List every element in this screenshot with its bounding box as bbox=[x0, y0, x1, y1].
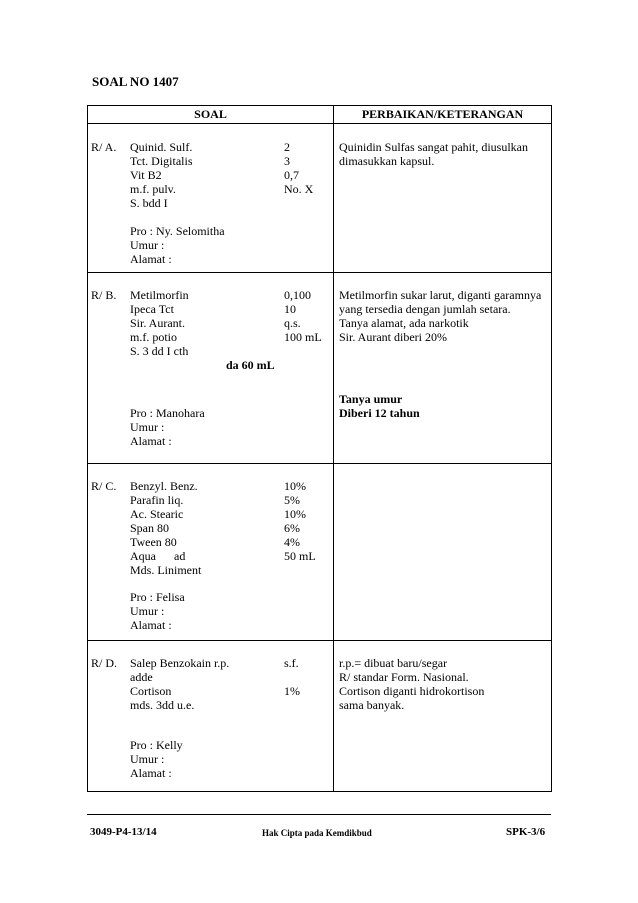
footer-page: SPK-3/6 bbox=[506, 826, 546, 838]
ingredient-qty: 6% bbox=[284, 521, 300, 535]
prescription-label: R/ A. bbox=[91, 140, 117, 154]
signa: S. 3 dd I cth bbox=[130, 344, 189, 358]
ingredient-name: Aqua ad bbox=[130, 549, 186, 563]
ingredient-qty: 5% bbox=[284, 493, 300, 507]
patient-address: Alamat : bbox=[130, 252, 172, 266]
column-header-perbaikan: PERBAIKAN/KETERANGAN bbox=[334, 106, 552, 124]
note-line: r.p.= dibuat baru/segar bbox=[339, 656, 448, 670]
column-header-soal: SOAL bbox=[88, 106, 334, 124]
ingredient-name: Sir. Aurant. bbox=[130, 316, 186, 330]
ingredient-name: Ac. Stearic bbox=[130, 507, 184, 521]
signa: Mds. Liniment bbox=[130, 563, 202, 577]
ingredient-name: Salep Benzokain r.p. bbox=[130, 656, 230, 670]
ingredient-qty: 1% bbox=[284, 684, 300, 698]
note-line-bold: Tanya umur bbox=[339, 392, 403, 406]
prescription-label: R/ B. bbox=[91, 288, 117, 302]
note-line: Cortison diganti hidrokortison bbox=[339, 684, 485, 698]
signa: mds. 3dd u.e. bbox=[130, 698, 195, 712]
patient-address: Alamat : bbox=[130, 434, 172, 448]
ingredient-qty: 2 bbox=[284, 140, 290, 154]
footer-divider bbox=[87, 814, 551, 815]
ingredient-name: Benzyl. Benz. bbox=[130, 479, 198, 493]
ingredient-qty: 4% bbox=[284, 535, 300, 549]
signa: S. bdd I bbox=[130, 196, 168, 210]
ingredient-qty: 3 bbox=[284, 154, 290, 168]
ingredient-qty: No. X bbox=[284, 182, 314, 196]
note-line: dimasukkan kapsul. bbox=[339, 154, 435, 168]
notes-cell-c bbox=[334, 464, 552, 641]
ingredient-qty: 0,100 bbox=[284, 288, 311, 302]
ingredient-name: m.f. pulv. bbox=[130, 182, 176, 196]
dispense-note: da 60 mL bbox=[226, 358, 275, 372]
prescription-cell-c bbox=[88, 464, 334, 641]
patient-name: Pro : Manohara bbox=[130, 406, 205, 420]
notes-cell-b bbox=[334, 273, 552, 464]
patient-age: Umur : bbox=[130, 752, 165, 766]
ingredient-qty: q.s. bbox=[284, 316, 301, 330]
ingredient-name: m.f. potio bbox=[130, 330, 177, 344]
note-line: Quinidin Sulfas sangat pahit, diusulkan bbox=[339, 140, 528, 154]
patient-name: Pro : Felisa bbox=[130, 590, 185, 604]
ingredient-name: adde bbox=[130, 670, 153, 684]
ingredient-name: Cortison bbox=[130, 684, 172, 698]
ingredient-name: Parafin liq. bbox=[130, 493, 184, 507]
patient-address: Alamat : bbox=[130, 618, 172, 632]
patient-age: Umur : bbox=[130, 238, 165, 252]
table-row-c bbox=[88, 464, 552, 641]
ingredient-qty: 100 mL bbox=[284, 330, 322, 344]
note-line: yang tersedia dengan jumlah setara. bbox=[339, 302, 511, 316]
ingredient-qty: 50 mL bbox=[284, 549, 316, 563]
footer-copyright: Hak Cipta pada Kemdikbud bbox=[262, 828, 372, 838]
note-line: Tanya alamat, ada narkotik bbox=[339, 316, 469, 330]
table-row-a bbox=[88, 124, 552, 273]
table-header-row bbox=[88, 106, 552, 124]
table-row-b bbox=[88, 273, 552, 464]
page-title: SOAL NO 1407 bbox=[92, 74, 179, 89]
ingredient-name: Quinid. Sulf. bbox=[130, 140, 193, 154]
prescription-cell-b bbox=[88, 273, 334, 464]
patient-age: Umur : bbox=[130, 604, 165, 618]
note-line: sama banyak. bbox=[339, 698, 405, 712]
patient-address: Alamat : bbox=[130, 766, 172, 780]
ingredient-name: Tween 80 bbox=[130, 535, 177, 549]
ingredient-name: Metilmorfin bbox=[130, 288, 189, 302]
ingredient-name: Ipeca Tct bbox=[130, 302, 174, 316]
note-line: R/ standar Form. Nasional. bbox=[339, 670, 469, 684]
patient-age: Umur : bbox=[130, 420, 165, 434]
ingredient-name: Vit B2 bbox=[130, 168, 162, 182]
note-line: Metilmorfin sukar larut, diganti garamnya bbox=[339, 288, 542, 302]
prescription-label: R/ D. bbox=[91, 656, 118, 670]
prescription-cell-d bbox=[88, 641, 334, 792]
ingredient-qty: 10% bbox=[284, 479, 306, 493]
prescription-label: R/ C. bbox=[91, 479, 117, 493]
ingredient-qty: 10% bbox=[284, 507, 306, 521]
notes-cell-d bbox=[334, 641, 552, 792]
note-line-bold: Diberi 12 tahun bbox=[339, 406, 420, 420]
ingredient-name: Tct. Digitalis bbox=[130, 154, 193, 168]
footer-code: 3049-P4-13/14 bbox=[90, 826, 157, 838]
ingredient-qty: 10 bbox=[284, 302, 296, 316]
patient-name: Pro : Ny. Selomitha bbox=[130, 224, 225, 238]
prescription-table bbox=[87, 105, 552, 792]
table-row-d bbox=[88, 641, 552, 792]
ingredient-qty: s.f. bbox=[284, 656, 299, 670]
note-line: Sir. Aurant diberi 20% bbox=[339, 330, 447, 344]
patient-name: Pro : Kelly bbox=[130, 738, 183, 752]
prescription-cell-a bbox=[88, 124, 334, 273]
notes-cell-a bbox=[334, 124, 552, 273]
ingredient-name: Span 80 bbox=[130, 521, 169, 535]
ingredient-qty: 0,7 bbox=[284, 168, 299, 182]
